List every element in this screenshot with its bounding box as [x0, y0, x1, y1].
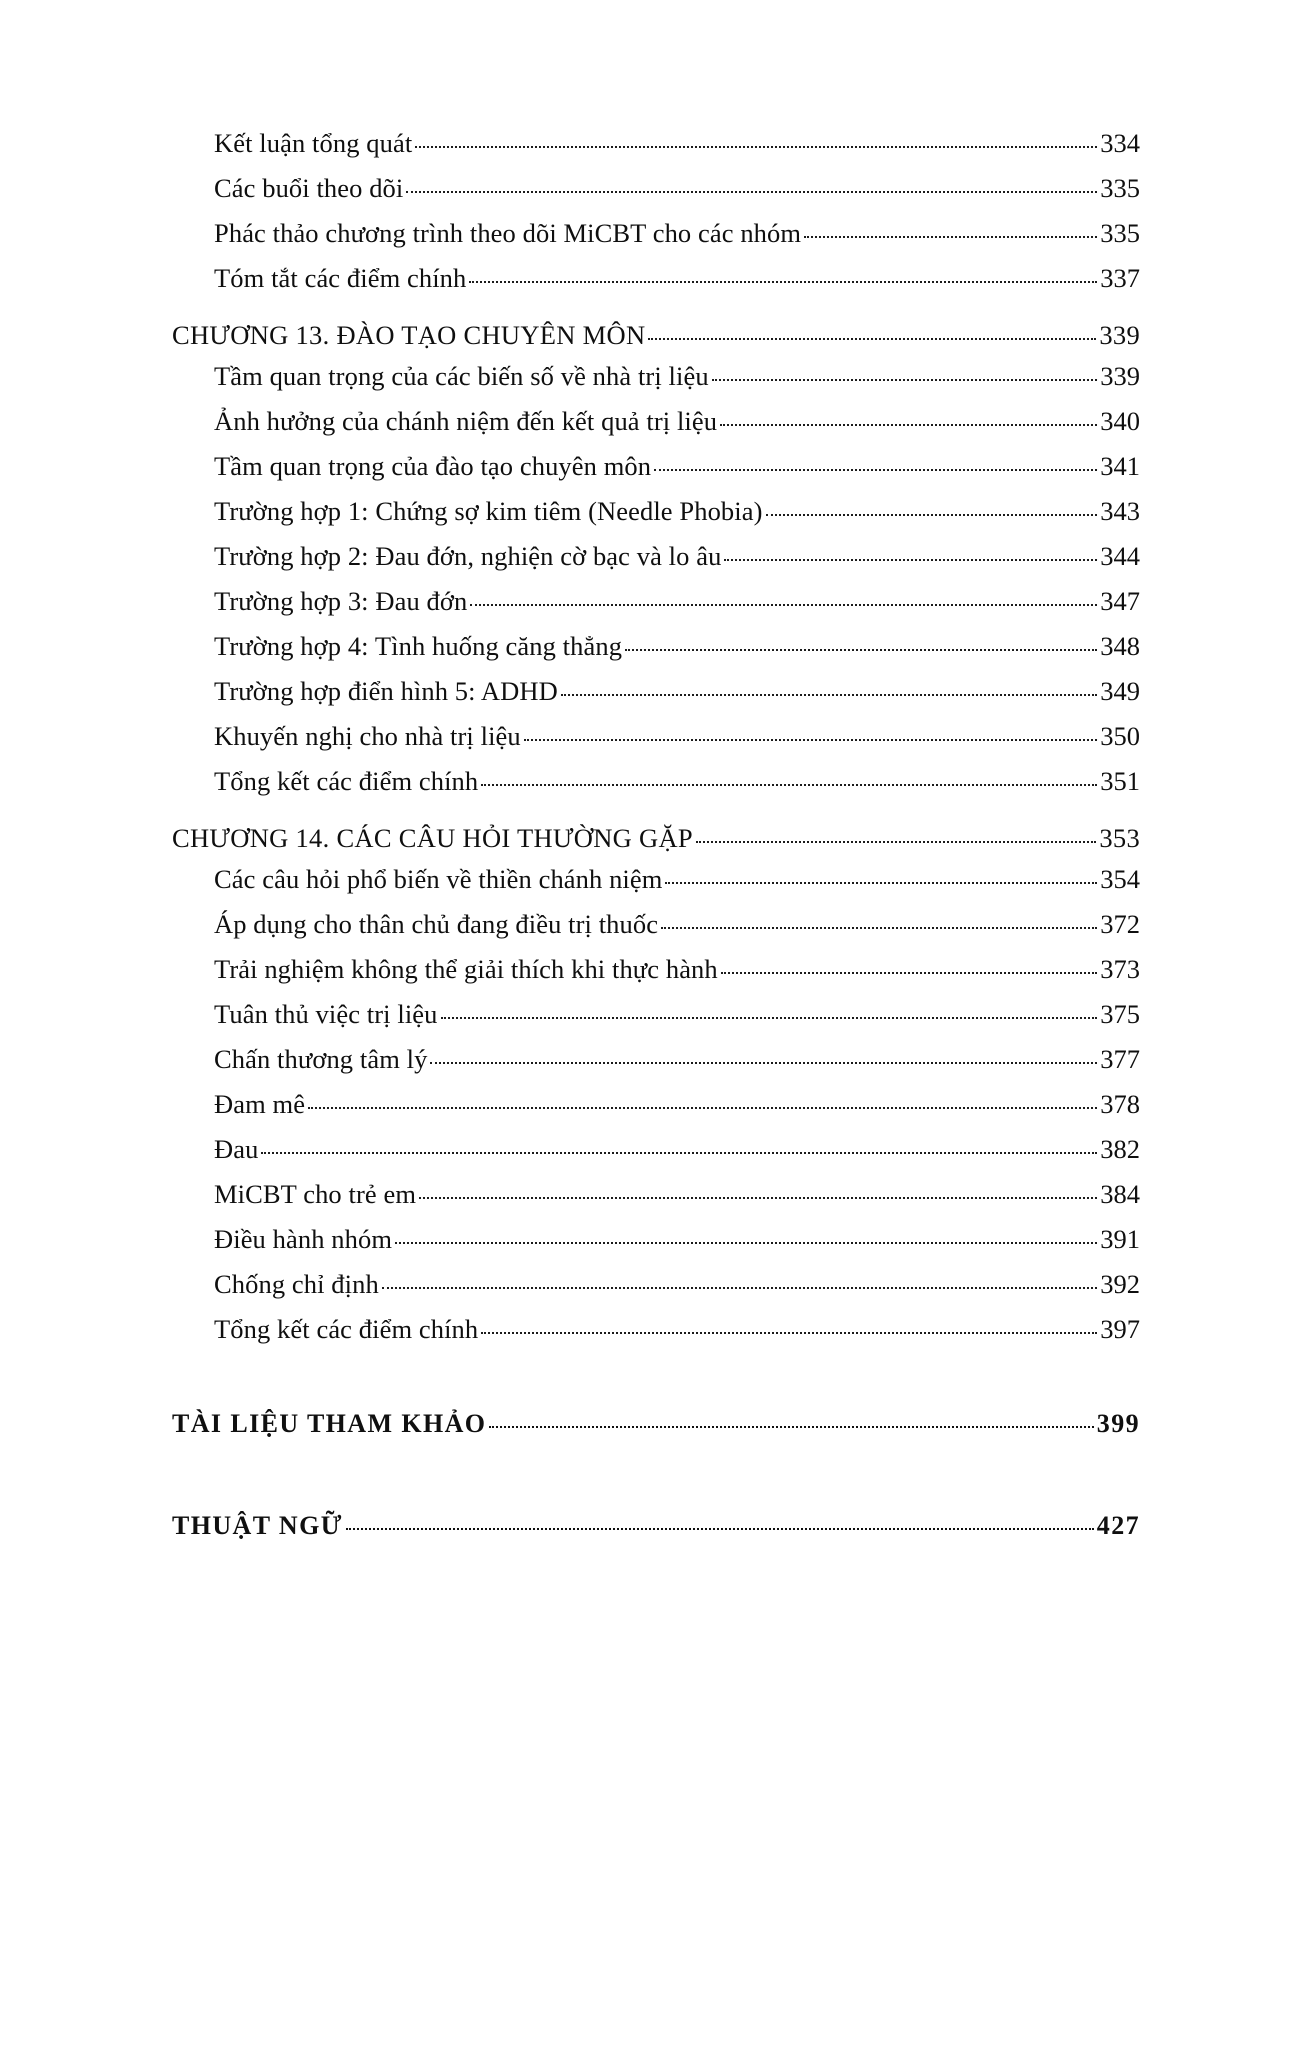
toc-page-number: 337	[1100, 263, 1140, 293]
toc-entry-label: Điều hành nhóm	[214, 1224, 393, 1254]
toc-entry-label: Chấn thương tâm lý	[214, 1044, 428, 1074]
toc-page-number: 350	[1100, 721, 1140, 751]
toc-entry-label: Đam mê	[214, 1089, 306, 1119]
backmatter-entry[interactable]	[172, 1409, 1140, 1439]
toc-dot-leader	[721, 962, 1097, 978]
toc-page-number: 377	[1100, 1044, 1140, 1074]
toc-page-number: 344	[1100, 541, 1140, 571]
toc-section-entry[interactable]	[172, 218, 1140, 249]
toc-page-number: 334	[1100, 128, 1140, 158]
toc-page-number: 347	[1100, 586, 1140, 616]
toc-dot-leader	[481, 1322, 1097, 1338]
toc-entry-row[interactable]	[214, 173, 1140, 204]
toc-entry-label: Trường hợp 1: Chứng sợ kim tiêm (Needle Phobia)	[214, 496, 763, 526]
toc-section-entry[interactable]	[172, 541, 1140, 572]
toc-section-entry[interactable]	[172, 128, 1140, 159]
toc-chapter-entry[interactable]	[172, 320, 1140, 351]
toc-entry-label: MiCBT cho trẻ em	[214, 1179, 417, 1209]
toc-chapter-entry[interactable]	[172, 823, 1140, 854]
toc-page-number: 340	[1100, 406, 1140, 436]
toc-entry-row[interactable]	[214, 1044, 1140, 1075]
toc-page-number: 353	[1099, 823, 1140, 853]
toc-section-entry[interactable]	[172, 631, 1140, 662]
toc-entry-label: Trường hợp 4: Tình huống căng thẳng	[214, 631, 623, 661]
toc-page-number: 372	[1100, 909, 1140, 939]
toc-section-entry[interactable]	[172, 1224, 1140, 1255]
toc-entry-row[interactable]	[214, 1224, 1140, 1255]
toc-section-entry[interactable]	[172, 954, 1140, 985]
toc-dot-leader	[661, 917, 1097, 933]
toc-dot-leader	[441, 1007, 1098, 1023]
toc-section-entry[interactable]	[172, 676, 1140, 707]
toc-dot-leader	[724, 549, 1097, 565]
table-of-contents	[172, 128, 1140, 1345]
toc-page-number: 354	[1100, 864, 1140, 894]
toc-entry-row[interactable]	[214, 586, 1140, 617]
toc-entry-label: Các buổi theo dõi	[214, 173, 404, 203]
toc-page-number: 375	[1100, 999, 1140, 1029]
toc-entry-label: Tầm quan trọng của đào tạo chuyên môn	[214, 451, 652, 481]
toc-entry-row[interactable]	[214, 766, 1140, 797]
toc-page-number: 378	[1100, 1089, 1140, 1119]
toc-page-number: 339	[1100, 361, 1140, 391]
toc-page-number: 397	[1100, 1314, 1140, 1344]
toc-section-entry[interactable]	[172, 909, 1140, 940]
toc-section-entry[interactable]	[172, 1134, 1140, 1165]
toc-page-number: 392	[1100, 1269, 1140, 1299]
spacer	[172, 1439, 1140, 1511]
toc-entry-row[interactable]	[214, 541, 1140, 572]
toc-entry-label: CHƯƠNG 13. ĐÀO TẠO CHUYÊN MÔN	[172, 320, 646, 350]
toc-section-entry[interactable]	[172, 1314, 1140, 1345]
toc-dot-leader	[804, 226, 1097, 242]
toc-entry-label: Tổng kết các điểm chính	[214, 1314, 479, 1344]
toc-entry-row[interactable]	[214, 128, 1140, 159]
toc-page-number: 384	[1100, 1179, 1140, 1209]
toc-entry-label: Trải nghiệm không thể giải thích khi thực hành	[214, 954, 718, 984]
toc-section-entry[interactable]	[172, 451, 1140, 482]
toc-entry-label: Tóm tắt các điểm chính	[214, 263, 467, 293]
toc-page-number: 351	[1100, 766, 1140, 796]
toc-section-entry[interactable]	[172, 1269, 1140, 1300]
toc-entry-label: Khuyến nghị cho nhà trị liệu	[214, 721, 521, 751]
toc-dot-leader	[712, 369, 1098, 385]
toc-entry-row[interactable]	[214, 631, 1140, 662]
toc-entry-row[interactable]	[214, 218, 1140, 249]
toc-dot-leader	[415, 136, 1097, 152]
toc-entry-row[interactable]	[214, 496, 1140, 527]
toc-entry-row[interactable]	[214, 1089, 1140, 1120]
toc-entry-row[interactable]	[214, 909, 1140, 940]
toc-dot-leader	[469, 271, 1097, 287]
toc-entry-label: Chống chỉ định	[214, 1269, 379, 1299]
toc-page-number: 391	[1100, 1224, 1140, 1254]
toc-entry-row[interactable]	[214, 1269, 1140, 1300]
backmatter-row[interactable]	[172, 1511, 1140, 1541]
toc-entry-label: THUẬT NGỮ	[172, 1511, 343, 1540]
toc-dot-leader	[261, 1142, 1097, 1158]
toc-entry-label: Đau	[214, 1134, 259, 1164]
toc-section-entry[interactable]	[172, 1179, 1140, 1210]
toc-page-number: 427	[1096, 1511, 1140, 1540]
toc-page-number: 343	[1100, 496, 1140, 526]
toc-page-number: 335	[1100, 218, 1140, 248]
toc-dot-leader	[481, 774, 1097, 790]
toc-entry-row[interactable]	[172, 320, 1140, 351]
toc-page-number: 399	[1096, 1409, 1140, 1438]
toc-entry-label: Tuân thủ việc trị liệu	[214, 999, 438, 1029]
toc-dot-leader	[654, 459, 1097, 475]
backmatter-entries	[172, 1409, 1140, 1541]
toc-entry-label: Kết luận tổng quát	[214, 128, 413, 158]
toc-section-entry[interactable]	[172, 1089, 1140, 1120]
toc-page-number: 341	[1100, 451, 1140, 481]
toc-dot-leader	[561, 684, 1097, 700]
toc-entry-row[interactable]	[214, 954, 1140, 985]
toc-dot-leader	[625, 639, 1097, 655]
toc-section-entry[interactable]	[172, 864, 1140, 895]
toc-dot-leader	[665, 872, 1097, 888]
toc-dot-leader	[430, 1052, 1097, 1068]
toc-entry-label: Trường hợp 3: Đau đớn	[214, 586, 468, 616]
toc-page-number: 382	[1100, 1134, 1140, 1164]
toc-section-entry[interactable]	[172, 1044, 1140, 1075]
toc-entry-label: TÀI LIỆU THAM KHẢO	[172, 1409, 487, 1438]
toc-dot-leader	[696, 831, 1096, 847]
toc-dot-leader	[308, 1097, 1097, 1113]
toc-entry-row[interactable]	[214, 999, 1140, 1030]
toc-entry-label: Các câu hỏi phổ biến về thiền chánh niệm	[214, 864, 663, 894]
toc-section-entry[interactable]	[172, 406, 1140, 437]
toc-entry-row[interactable]	[214, 361, 1140, 392]
toc-entry-row[interactable]	[214, 1134, 1140, 1165]
toc-dot-leader	[382, 1277, 1097, 1293]
toc-entry-label: Trường hợp điển hình 5: ADHD	[214, 676, 558, 706]
toc-entry-row[interactable]	[172, 823, 1140, 854]
toc-entry-row[interactable]	[214, 451, 1140, 482]
toc-section-entry[interactable]	[172, 721, 1140, 752]
toc-page-number: 339	[1099, 320, 1140, 350]
toc-dot-leader	[766, 504, 1098, 520]
toc-section-entry[interactable]	[172, 173, 1140, 204]
toc-entry-label: Phác thảo chương trình theo dõi MiCBT cho các nhóm	[214, 218, 802, 248]
toc-page-number: 349	[1100, 676, 1140, 706]
toc-section-entry[interactable]	[172, 361, 1140, 392]
toc-entry-row[interactable]	[214, 1314, 1140, 1345]
toc-dot-leader	[419, 1187, 1097, 1203]
toc-entry-label: Ảnh hưởng của chánh niệm đến kết quả trị liệu	[214, 406, 718, 436]
toc-entry-row[interactable]	[214, 406, 1140, 437]
toc-section-entry[interactable]	[172, 999, 1140, 1030]
toc-dot-leader	[489, 1416, 1093, 1432]
toc-entry-row[interactable]	[214, 263, 1140, 294]
toc-page-number: 335	[1100, 173, 1140, 203]
toc-entry-row[interactable]	[214, 676, 1140, 707]
toc-dot-leader	[470, 594, 1097, 610]
toc-dot-leader	[406, 181, 1097, 197]
backmatter-row[interactable]	[172, 1409, 1140, 1439]
toc-dot-leader	[346, 1518, 1094, 1534]
toc-entry-row[interactable]	[214, 721, 1140, 752]
toc-entry-row[interactable]	[214, 864, 1140, 895]
toc-dot-leader	[395, 1232, 1097, 1248]
toc-entry-label: Tổng kết các điểm chính	[214, 766, 479, 796]
toc-dot-leader	[524, 729, 1098, 745]
toc-page-number: 373	[1100, 954, 1140, 984]
toc-section-entry[interactable]	[172, 263, 1140, 294]
toc-section-entry[interactable]	[172, 586, 1140, 617]
backmatter-entry[interactable]	[172, 1511, 1140, 1541]
toc-dot-leader	[720, 414, 1097, 430]
toc-dot-leader	[648, 328, 1096, 344]
toc-section-entry[interactable]	[172, 496, 1140, 527]
toc-entry-row[interactable]	[214, 1179, 1140, 1210]
toc-entry-label: Tầm quan trọng của các biến số về nhà trị liệu	[214, 361, 709, 391]
toc-page-number: 348	[1100, 631, 1140, 661]
toc-entry-label: Áp dụng cho thân chủ đang điều trị thuốc	[214, 909, 659, 939]
toc-section-entry[interactable]	[172, 766, 1140, 797]
toc-entry-label: CHƯƠNG 14. CÁC CÂU HỎI THƯỜNG GẶP	[172, 823, 693, 853]
toc-entry-label: Trường hợp 2: Đau đớn, nghiện cờ bạc và lo âu	[214, 541, 722, 571]
